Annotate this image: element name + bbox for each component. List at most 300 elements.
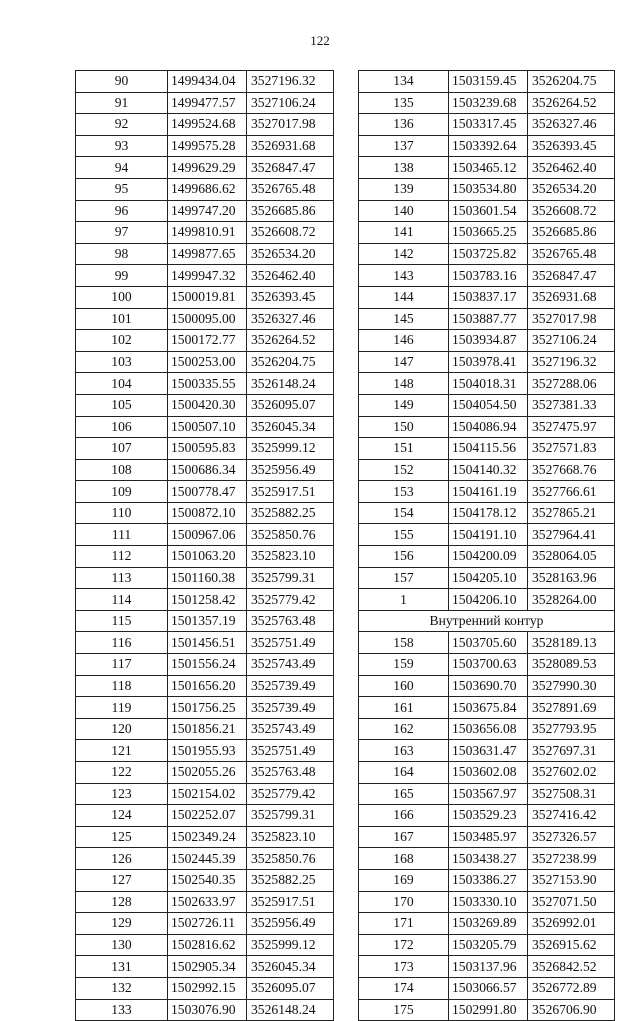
y-coordinate-cell: 3526462.40: [247, 265, 334, 287]
x-coordinate-cell: 1501656.20: [168, 675, 247, 697]
y-coordinate-cell: 3527602.02: [528, 762, 615, 784]
x-coordinate-cell: 1503705.60: [449, 632, 528, 654]
y-coordinate-cell: 3527475.97: [528, 416, 615, 438]
x-coordinate-cell: 1503386.27: [449, 869, 528, 891]
point-number-cell: 140: [359, 200, 449, 222]
point-number-cell: 156: [359, 546, 449, 568]
point-number-cell: 175: [359, 999, 449, 1021]
table-row: [76, 135, 334, 157]
point-number-cell: 154: [359, 502, 449, 524]
y-coordinate-cell: 3527071.50: [528, 891, 615, 913]
table-row: [76, 200, 334, 222]
point-number-cell: 92: [76, 114, 168, 136]
table-row: [76, 675, 334, 697]
table-row: [359, 524, 615, 546]
y-coordinate-cell: 3528264.00: [528, 589, 615, 611]
table-body-right: [359, 71, 615, 1021]
y-coordinate-cell: 3526327.46: [528, 114, 615, 136]
table-row: [359, 351, 615, 373]
table-body-left: [76, 71, 334, 1021]
table-row: [76, 416, 334, 438]
x-coordinate-cell: 1500507.10: [168, 416, 247, 438]
x-coordinate-cell: 1503269.89: [449, 913, 528, 935]
table-row: [76, 71, 334, 93]
x-coordinate-cell: 1503438.27: [449, 848, 528, 870]
x-coordinate-cell: 1502992.15: [168, 977, 247, 999]
point-number-cell: 170: [359, 891, 449, 913]
table-row: [76, 265, 334, 287]
y-coordinate-cell: 3526393.45: [247, 286, 334, 308]
table-row: [359, 697, 615, 719]
point-number-cell: 164: [359, 762, 449, 784]
y-coordinate-cell: 3526148.24: [247, 373, 334, 395]
point-number-cell: 125: [76, 826, 168, 848]
point-number-cell: 114: [76, 589, 168, 611]
point-number-cell: 165: [359, 783, 449, 805]
table-row: [359, 675, 615, 697]
y-coordinate-cell: 3526534.20: [247, 243, 334, 265]
y-coordinate-cell: 3526685.86: [528, 222, 615, 244]
point-number-cell: 139: [359, 178, 449, 200]
y-coordinate-cell: 3527990.30: [528, 675, 615, 697]
x-coordinate-cell: 1503076.90: [168, 999, 247, 1021]
point-number-cell: 108: [76, 459, 168, 481]
table-row: [359, 913, 615, 935]
table-row: [76, 977, 334, 999]
point-number-cell: 147: [359, 351, 449, 373]
point-number-cell: 160: [359, 675, 449, 697]
point-number-cell: 113: [76, 567, 168, 589]
y-coordinate-cell: 3528089.53: [528, 654, 615, 676]
point-number-cell: 132: [76, 977, 168, 999]
point-number-cell: 90: [76, 71, 168, 93]
y-coordinate-cell: 3526915.62: [528, 934, 615, 956]
table-row: [359, 308, 615, 330]
table-row: [359, 567, 615, 589]
point-number-cell: 155: [359, 524, 449, 546]
y-coordinate-cell: 3526095.07: [247, 394, 334, 416]
y-coordinate-cell: 3525850.76: [247, 848, 334, 870]
y-coordinate-cell: 3525763.48: [247, 762, 334, 784]
point-number-cell: 112: [76, 546, 168, 568]
y-coordinate-cell: 3527017.98: [247, 114, 334, 136]
y-coordinate-cell: 3527571.83: [528, 438, 615, 460]
point-number-cell: 98: [76, 243, 168, 265]
point-number-cell: 120: [76, 718, 168, 740]
x-coordinate-cell: 1503690.70: [449, 675, 528, 697]
x-coordinate-cell: 1503534.80: [449, 178, 528, 200]
table-row: [359, 200, 615, 222]
x-coordinate-cell: 1501856.21: [168, 718, 247, 740]
point-number-cell: 158: [359, 632, 449, 654]
x-coordinate-cell: 1503159.45: [449, 71, 528, 93]
table-row: [359, 718, 615, 740]
table-row: [359, 438, 615, 460]
point-number-cell: 148: [359, 373, 449, 395]
x-coordinate-cell: 1501258.42: [168, 589, 247, 611]
table-row: [76, 589, 334, 611]
y-coordinate-cell: 3525779.42: [247, 589, 334, 611]
x-coordinate-cell: 1501063.20: [168, 546, 247, 568]
x-coordinate-cell: 1503529.23: [449, 805, 528, 827]
point-number-cell: 153: [359, 481, 449, 503]
table-row: [359, 977, 615, 999]
table-row: [76, 438, 334, 460]
x-coordinate-cell: 1500686.34: [168, 459, 247, 481]
x-coordinate-cell: 1501160.38: [168, 567, 247, 589]
y-coordinate-cell: 3526706.90: [528, 999, 615, 1021]
y-coordinate-cell: 3527381.33: [528, 394, 615, 416]
table-row: [359, 869, 615, 891]
point-number-cell: 103: [76, 351, 168, 373]
x-coordinate-cell: 1503783.16: [449, 265, 528, 287]
table-row: [76, 546, 334, 568]
table-row: [76, 481, 334, 503]
point-number-cell: 171: [359, 913, 449, 935]
table-row: [76, 783, 334, 805]
y-coordinate-cell: 3527508.31: [528, 783, 615, 805]
table-row: [359, 848, 615, 870]
table-row: [359, 416, 615, 438]
y-coordinate-cell: 3527668.76: [528, 459, 615, 481]
y-coordinate-cell: 3528163.96: [528, 567, 615, 589]
table-row: [76, 394, 334, 416]
x-coordinate-cell: 1499877.65: [168, 243, 247, 265]
point-number-cell: 157: [359, 567, 449, 589]
table-row: [76, 718, 334, 740]
x-coordinate-cell: 1500095.00: [168, 308, 247, 330]
y-coordinate-cell: 3525956.49: [247, 459, 334, 481]
point-number-cell: 161: [359, 697, 449, 719]
x-coordinate-cell: 1502154.02: [168, 783, 247, 805]
table-row: [76, 524, 334, 546]
x-coordinate-cell: 1499434.04: [168, 71, 247, 93]
y-coordinate-cell: 3526608.72: [528, 200, 615, 222]
x-coordinate-cell: 1503665.25: [449, 222, 528, 244]
point-number-cell: 122: [76, 762, 168, 784]
point-number-cell: 137: [359, 135, 449, 157]
table-row: [76, 999, 334, 1021]
table-row: [359, 589, 615, 611]
y-coordinate-cell: 3525799.31: [247, 567, 334, 589]
point-number-cell: 172: [359, 934, 449, 956]
y-coordinate-cell: 3526462.40: [528, 157, 615, 179]
table-row: [76, 869, 334, 891]
y-coordinate-cell: 3525850.76: [247, 524, 334, 546]
y-coordinate-cell: 3526264.52: [247, 330, 334, 352]
x-coordinate-cell: 1504200.09: [449, 546, 528, 568]
table-row: [76, 222, 334, 244]
x-coordinate-cell: 1503601.54: [449, 200, 528, 222]
table-row: [76, 373, 334, 395]
y-coordinate-cell: 3526204.75: [247, 351, 334, 373]
x-coordinate-cell: 1501456.51: [168, 632, 247, 654]
table-row: [76, 934, 334, 956]
table-row: [359, 654, 615, 676]
table-row: [359, 243, 615, 265]
point-number-cell: 129: [76, 913, 168, 935]
table-row: [359, 891, 615, 913]
x-coordinate-cell: 1504161.19: [449, 481, 528, 503]
table-row: [359, 546, 615, 568]
x-coordinate-cell: 1500172.77: [168, 330, 247, 352]
point-number-cell: 127: [76, 869, 168, 891]
x-coordinate-cell: 1503887.77: [449, 308, 528, 330]
y-coordinate-cell: 3526842.52: [528, 956, 615, 978]
x-coordinate-cell: 1502252.07: [168, 805, 247, 827]
x-coordinate-cell: 1503465.12: [449, 157, 528, 179]
x-coordinate-cell: 1504115.56: [449, 438, 528, 460]
y-coordinate-cell: 3526327.46: [247, 308, 334, 330]
x-coordinate-cell: 1503205.79: [449, 934, 528, 956]
y-coordinate-cell: 3526931.68: [247, 135, 334, 157]
table-row: [359, 783, 615, 805]
point-number-cell: 128: [76, 891, 168, 913]
table-row: [359, 178, 615, 200]
x-coordinate-cell: 1503485.97: [449, 826, 528, 848]
y-coordinate-cell: 3527964.41: [528, 524, 615, 546]
y-coordinate-cell: 3526045.34: [247, 416, 334, 438]
y-coordinate-cell: 3526685.86: [247, 200, 334, 222]
point-number-cell: 93: [76, 135, 168, 157]
x-coordinate-cell: 1504205.10: [449, 567, 528, 589]
table-row: [76, 243, 334, 265]
point-number-cell: 142: [359, 243, 449, 265]
x-coordinate-cell: 1502055.26: [168, 762, 247, 784]
x-coordinate-cell: 1501955.93: [168, 740, 247, 762]
table-row: [359, 286, 615, 308]
table-row: [359, 222, 615, 244]
table-row: [76, 157, 334, 179]
y-coordinate-cell: 3526608.72: [247, 222, 334, 244]
y-coordinate-cell: 3526847.47: [247, 157, 334, 179]
table-row: [359, 740, 615, 762]
table-row: [359, 373, 615, 395]
x-coordinate-cell: 1502445.39: [168, 848, 247, 870]
table-row: [76, 567, 334, 589]
x-coordinate-cell: 1500967.06: [168, 524, 247, 546]
point-number-cell: 168: [359, 848, 449, 870]
y-coordinate-cell: 3525882.25: [247, 869, 334, 891]
y-coordinate-cell: 3525823.10: [247, 826, 334, 848]
table-row: [76, 826, 334, 848]
x-coordinate-cell: 1504054.50: [449, 394, 528, 416]
y-coordinate-cell: 3525751.49: [247, 740, 334, 762]
y-coordinate-cell: 3525739.49: [247, 675, 334, 697]
y-coordinate-cell: 3525917.51: [247, 891, 334, 913]
x-coordinate-cell: 1499947.32: [168, 265, 247, 287]
x-coordinate-cell: 1502816.62: [168, 934, 247, 956]
point-number-cell: 167: [359, 826, 449, 848]
table-row: [359, 265, 615, 287]
point-number-cell: 138: [359, 157, 449, 179]
y-coordinate-cell: 3527288.06: [528, 373, 615, 395]
x-coordinate-cell: 1502991.80: [449, 999, 528, 1021]
table-row: [359, 805, 615, 827]
y-coordinate-cell: 3525917.51: [247, 481, 334, 503]
table-row: [76, 178, 334, 200]
y-coordinate-cell: 3527196.32: [247, 71, 334, 93]
x-coordinate-cell: 1503656.08: [449, 718, 528, 740]
x-coordinate-cell: 1499524.68: [168, 114, 247, 136]
point-number-cell: 124: [76, 805, 168, 827]
x-coordinate-cell: 1499477.57: [168, 92, 247, 114]
y-coordinate-cell: 3526393.45: [528, 135, 615, 157]
x-coordinate-cell: 1503137.96: [449, 956, 528, 978]
table-row: [76, 92, 334, 114]
x-coordinate-cell: 1504018.31: [449, 373, 528, 395]
point-number-cell: 115: [76, 610, 168, 632]
y-coordinate-cell: 3525956.49: [247, 913, 334, 935]
x-coordinate-cell: 1499629.29: [168, 157, 247, 179]
y-coordinate-cell: 3527106.24: [247, 92, 334, 114]
point-number-cell: 162: [359, 718, 449, 740]
table-row: [76, 740, 334, 762]
y-coordinate-cell: 3527017.98: [528, 308, 615, 330]
point-number-cell: 97: [76, 222, 168, 244]
point-number-cell: 130: [76, 934, 168, 956]
y-coordinate-cell: 3527865.21: [528, 502, 615, 524]
point-number-cell: 116: [76, 632, 168, 654]
table-row: [359, 394, 615, 416]
point-number-cell: 146: [359, 330, 449, 352]
x-coordinate-cell: 1503631.47: [449, 740, 528, 762]
point-number-cell: 111: [76, 524, 168, 546]
x-coordinate-cell: 1504206.10: [449, 589, 528, 611]
table-row: [76, 286, 334, 308]
point-number-cell: 110: [76, 502, 168, 524]
x-coordinate-cell: 1502905.34: [168, 956, 247, 978]
y-coordinate-cell: 3525799.31: [247, 805, 334, 827]
y-coordinate-cell: 3526847.47: [528, 265, 615, 287]
table-row: [359, 999, 615, 1021]
table-row: [76, 654, 334, 676]
point-number-cell: 117: [76, 654, 168, 676]
y-coordinate-cell: 3526534.20: [528, 178, 615, 200]
y-coordinate-cell: 3526045.34: [247, 956, 334, 978]
x-coordinate-cell: 1503239.68: [449, 92, 528, 114]
x-coordinate-cell: 1503317.45: [449, 114, 528, 136]
point-number-cell: 1: [359, 589, 449, 611]
point-number-cell: 174: [359, 977, 449, 999]
x-coordinate-cell: 1500595.83: [168, 438, 247, 460]
y-coordinate-cell: 3527416.42: [528, 805, 615, 827]
x-coordinate-cell: 1504140.32: [449, 459, 528, 481]
point-number-cell: 135: [359, 92, 449, 114]
y-coordinate-cell: 3525882.25: [247, 502, 334, 524]
y-coordinate-cell: 3526992.01: [528, 913, 615, 935]
x-coordinate-cell: 1503725.82: [449, 243, 528, 265]
point-number-cell: 141: [359, 222, 449, 244]
point-number-cell: 109: [76, 481, 168, 503]
x-coordinate-cell: 1500335.55: [168, 373, 247, 395]
point-number-cell: 134: [359, 71, 449, 93]
point-number-cell: 95: [76, 178, 168, 200]
table-row: [76, 330, 334, 352]
table-row: [359, 71, 615, 93]
point-number-cell: 99: [76, 265, 168, 287]
y-coordinate-cell: 3527106.24: [528, 330, 615, 352]
x-coordinate-cell: 1503700.63: [449, 654, 528, 676]
table-row: [76, 459, 334, 481]
point-number-cell: 119: [76, 697, 168, 719]
y-coordinate-cell: 3526772.89: [528, 977, 615, 999]
y-coordinate-cell: 3527196.32: [528, 351, 615, 373]
coordinates-table-left: [75, 70, 334, 1021]
y-coordinate-cell: 3527153.90: [528, 869, 615, 891]
x-coordinate-cell: 1503392.64: [449, 135, 528, 157]
y-coordinate-cell: 3527697.31: [528, 740, 615, 762]
x-coordinate-cell: 1501357.19: [168, 610, 247, 632]
y-coordinate-cell: 3525763.48: [247, 610, 334, 632]
table-row: [359, 502, 615, 524]
x-coordinate-cell: 1504178.12: [449, 502, 528, 524]
x-coordinate-cell: 1501556.24: [168, 654, 247, 676]
point-number-cell: 143: [359, 265, 449, 287]
page-number: 122: [310, 33, 330, 48]
x-coordinate-cell: 1503675.84: [449, 697, 528, 719]
table-row: [76, 805, 334, 827]
table-row: [359, 459, 615, 481]
x-coordinate-cell: 1503934.87: [449, 330, 528, 352]
table-row: [359, 481, 615, 503]
point-number-cell: 126: [76, 848, 168, 870]
point-number-cell: 104: [76, 373, 168, 395]
y-coordinate-cell: 3526765.48: [247, 178, 334, 200]
table-row: [359, 934, 615, 956]
point-number-cell: 166: [359, 805, 449, 827]
point-number-cell: 149: [359, 394, 449, 416]
y-coordinate-cell: 3525779.42: [247, 783, 334, 805]
y-coordinate-cell: 3526931.68: [528, 286, 615, 308]
point-number-cell: 123: [76, 783, 168, 805]
x-coordinate-cell: 1499810.91: [168, 222, 247, 244]
point-number-cell: 118: [76, 675, 168, 697]
x-coordinate-cell: 1500253.00: [168, 351, 247, 373]
y-coordinate-cell: 3528064.05: [528, 546, 615, 568]
y-coordinate-cell: 3527238.99: [528, 848, 615, 870]
y-coordinate-cell: 3525999.12: [247, 438, 334, 460]
point-number-cell: 152: [359, 459, 449, 481]
table-row: [359, 632, 615, 654]
y-coordinate-cell: 3526765.48: [528, 243, 615, 265]
y-coordinate-cell: 3527793.95: [528, 718, 615, 740]
table-row: [76, 632, 334, 654]
x-coordinate-cell: 1499747.20: [168, 200, 247, 222]
point-number-cell: 133: [76, 999, 168, 1021]
table-row: [76, 848, 334, 870]
x-coordinate-cell: 1504191.10: [449, 524, 528, 546]
table-row: [359, 135, 615, 157]
point-number-cell: 96: [76, 200, 168, 222]
point-number-cell: 163: [359, 740, 449, 762]
x-coordinate-cell: 1502633.97: [168, 891, 247, 913]
point-number-cell: 102: [76, 330, 168, 352]
point-number-cell: 106: [76, 416, 168, 438]
y-coordinate-cell: 3527326.57: [528, 826, 615, 848]
y-coordinate-cell: 3526148.24: [247, 999, 334, 1021]
table-row: [76, 114, 334, 136]
x-coordinate-cell: 1502540.35: [168, 869, 247, 891]
point-number-cell: 107: [76, 438, 168, 460]
x-coordinate-cell: 1499575.28: [168, 135, 247, 157]
x-coordinate-cell: 1504086.94: [449, 416, 528, 438]
table-row: [359, 114, 615, 136]
section-header-inner-contour: Внутренний контур: [359, 610, 615, 632]
x-coordinate-cell: 1499686.62: [168, 178, 247, 200]
x-coordinate-cell: 1503330.10: [449, 891, 528, 913]
table-row: [359, 956, 615, 978]
